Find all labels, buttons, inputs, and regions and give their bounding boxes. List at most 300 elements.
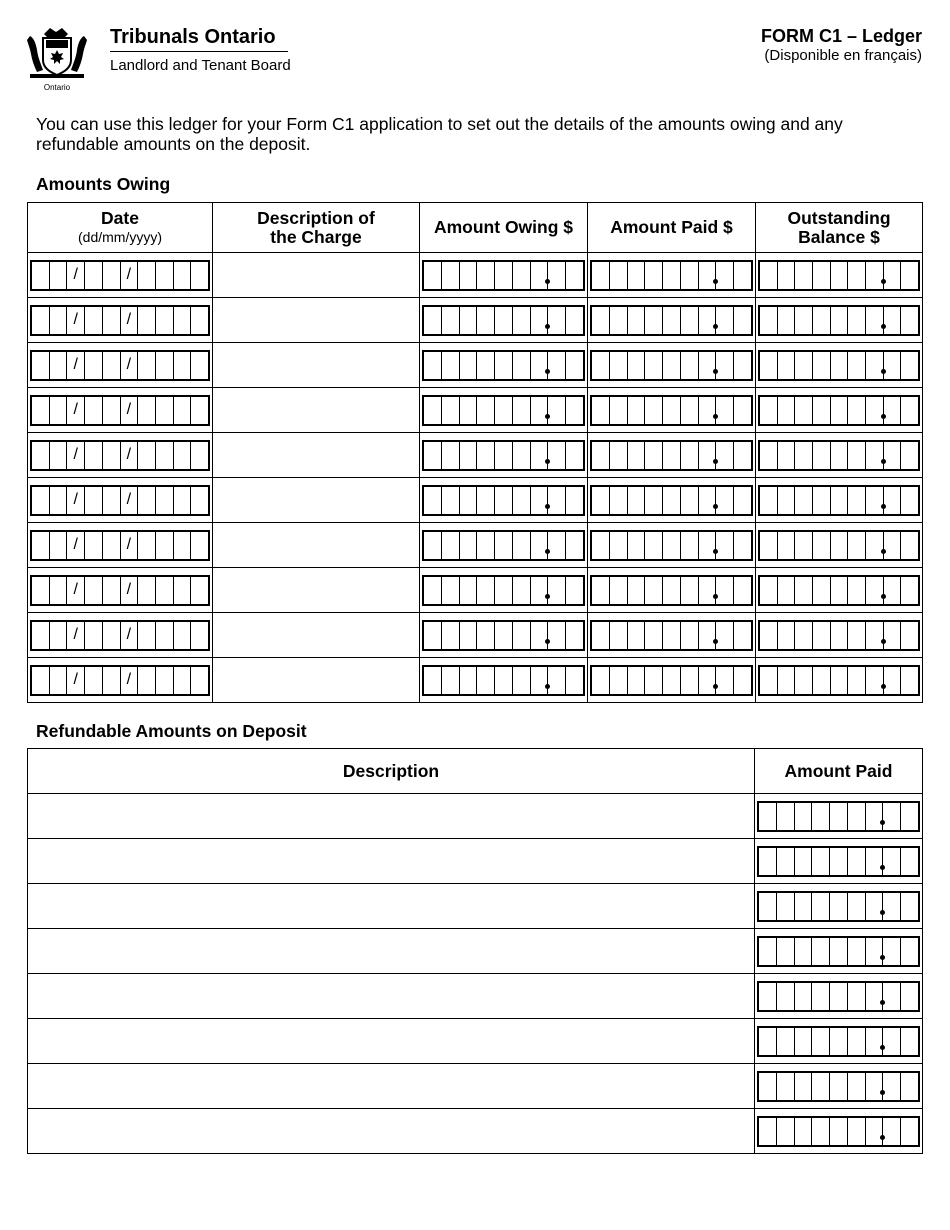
amount-digit-box[interactable] bbox=[865, 938, 883, 965]
deposit-description-cell[interactable] bbox=[28, 794, 755, 839]
amount-digit-box[interactable] bbox=[592, 262, 609, 289]
amount-digit-box[interactable] bbox=[609, 577, 627, 604]
description-cell[interactable] bbox=[213, 343, 420, 388]
amount-digit-box[interactable] bbox=[829, 938, 847, 965]
amount-digit-box[interactable] bbox=[609, 622, 627, 649]
amount-digit-box[interactable] bbox=[441, 667, 459, 694]
amount-digit-box[interactable] bbox=[680, 622, 698, 649]
amount-digit-box[interactable] bbox=[698, 442, 716, 469]
amount-digit-box[interactable] bbox=[627, 397, 645, 424]
amount-digit-box[interactable] bbox=[547, 487, 565, 514]
amount-digit-box[interactable] bbox=[565, 307, 583, 334]
date-digit-box[interactable] bbox=[84, 442, 102, 469]
amount-digit-box[interactable] bbox=[812, 487, 830, 514]
deposit-amount-input[interactable] bbox=[757, 1026, 920, 1057]
date-digit-box[interactable] bbox=[49, 397, 67, 424]
date-digit-box[interactable] bbox=[102, 442, 120, 469]
amount-digit-box[interactable] bbox=[715, 667, 733, 694]
amount-digit-box[interactable] bbox=[494, 352, 512, 379]
amount-digit-box[interactable] bbox=[476, 667, 494, 694]
amount-digit-box[interactable] bbox=[900, 1028, 918, 1055]
amount-digit-box[interactable] bbox=[794, 622, 812, 649]
amount-digit-box[interactable] bbox=[811, 1028, 829, 1055]
amount-digit-box[interactable] bbox=[847, 577, 865, 604]
amount-digit-box[interactable] bbox=[715, 532, 733, 559]
amount-digit-box[interactable] bbox=[865, 577, 883, 604]
amount-digit-box[interactable] bbox=[883, 442, 901, 469]
amount-digit-box[interactable] bbox=[776, 1073, 794, 1100]
amount-digit-box[interactable] bbox=[777, 622, 795, 649]
amount-digit-box[interactable] bbox=[847, 442, 865, 469]
amount-digit-box[interactable] bbox=[592, 487, 609, 514]
amount-digit-box[interactable] bbox=[812, 307, 830, 334]
amount-digit-box[interactable] bbox=[883, 307, 901, 334]
outstanding-balance-input[interactable] bbox=[758, 305, 920, 336]
date-digit-box[interactable] bbox=[49, 487, 67, 514]
amount-digit-box[interactable] bbox=[865, 803, 883, 830]
amount-digit-box[interactable] bbox=[830, 352, 848, 379]
amount-digit-box[interactable] bbox=[794, 938, 812, 965]
amount-digit-box[interactable] bbox=[829, 1118, 847, 1145]
amount-digit-box[interactable] bbox=[847, 848, 865, 875]
amount-digit-box[interactable] bbox=[847, 1118, 865, 1145]
amount-digit-box[interactable] bbox=[847, 352, 865, 379]
amount-digit-box[interactable] bbox=[812, 577, 830, 604]
amount-digit-box[interactable] bbox=[662, 307, 680, 334]
amount-digit-box[interactable] bbox=[759, 848, 776, 875]
amount-digit-box[interactable] bbox=[547, 262, 565, 289]
date-digit-box[interactable] bbox=[173, 262, 191, 289]
amount-digit-box[interactable] bbox=[565, 622, 583, 649]
amount-digit-box[interactable] bbox=[609, 262, 627, 289]
date-digit-box[interactable] bbox=[137, 667, 155, 694]
amount-digit-box[interactable] bbox=[865, 262, 883, 289]
amount-digit-box[interactable] bbox=[459, 352, 477, 379]
amount-digit-box[interactable] bbox=[829, 893, 847, 920]
date-digit-box[interactable] bbox=[49, 442, 67, 469]
amount-digit-box[interactable] bbox=[512, 532, 530, 559]
amount-digit-box[interactable] bbox=[512, 622, 530, 649]
amount-digit-box[interactable] bbox=[847, 262, 865, 289]
amount-digit-box[interactable] bbox=[565, 262, 583, 289]
amount-digit-box[interactable] bbox=[680, 307, 698, 334]
outstanding-balance-input[interactable] bbox=[758, 440, 920, 471]
outstanding-balance-input[interactable] bbox=[758, 350, 920, 381]
date-digit-box[interactable] bbox=[102, 622, 120, 649]
deposit-description-cell[interactable] bbox=[28, 929, 755, 974]
amount-digit-box[interactable] bbox=[847, 803, 865, 830]
date-digit-box[interactable] bbox=[32, 667, 49, 694]
amount-digit-box[interactable] bbox=[441, 487, 459, 514]
date-digit-box[interactable] bbox=[155, 532, 173, 559]
amount-digit-box[interactable] bbox=[609, 532, 627, 559]
amount-digit-box[interactable] bbox=[759, 938, 776, 965]
amount-digit-box[interactable] bbox=[644, 442, 662, 469]
amount-digit-box[interactable] bbox=[794, 667, 812, 694]
amount-digit-box[interactable] bbox=[777, 667, 795, 694]
amount-digit-box[interactable] bbox=[847, 667, 865, 694]
date-input[interactable] bbox=[30, 485, 210, 516]
description-cell[interactable] bbox=[213, 253, 420, 298]
amount-digit-box[interactable] bbox=[680, 442, 698, 469]
amount-digit-box[interactable] bbox=[830, 397, 848, 424]
amount-digit-box[interactable] bbox=[811, 893, 829, 920]
amount-digit-box[interactable] bbox=[794, 262, 812, 289]
amount-digit-box[interactable] bbox=[759, 1118, 776, 1145]
amount-digit-box[interactable] bbox=[760, 667, 777, 694]
date-digit-box[interactable] bbox=[190, 487, 208, 514]
deposit-amount-input[interactable] bbox=[757, 1116, 920, 1147]
date-input[interactable] bbox=[30, 395, 210, 426]
amount-digit-box[interactable] bbox=[512, 667, 530, 694]
amount-digit-box[interactable] bbox=[530, 487, 548, 514]
amount-digit-box[interactable] bbox=[547, 442, 565, 469]
amount-digit-box[interactable] bbox=[830, 667, 848, 694]
amount-digit-box[interactable] bbox=[494, 307, 512, 334]
amount-digit-box[interactable] bbox=[865, 983, 883, 1010]
date-digit-box[interactable] bbox=[84, 487, 102, 514]
date-digit-box[interactable] bbox=[32, 352, 49, 379]
amount-paid-input[interactable] bbox=[590, 665, 753, 696]
amount-digit-box[interactable] bbox=[441, 532, 459, 559]
amount-digit-box[interactable] bbox=[830, 442, 848, 469]
amount-digit-box[interactable] bbox=[865, 622, 883, 649]
amount-digit-box[interactable] bbox=[883, 352, 901, 379]
amount-digit-box[interactable] bbox=[476, 622, 494, 649]
amount-digit-box[interactable] bbox=[530, 262, 548, 289]
amount-digit-box[interactable] bbox=[680, 667, 698, 694]
amount-digit-box[interactable] bbox=[459, 487, 477, 514]
date-digit-box[interactable] bbox=[49, 532, 67, 559]
amount-digit-box[interactable] bbox=[883, 532, 901, 559]
amount-digit-box[interactable] bbox=[476, 262, 494, 289]
amount-digit-box[interactable] bbox=[424, 487, 441, 514]
amount-digit-box[interactable] bbox=[794, 983, 812, 1010]
amount-digit-box[interactable] bbox=[680, 262, 698, 289]
date-digit-box[interactable] bbox=[49, 622, 67, 649]
amount-digit-box[interactable] bbox=[777, 442, 795, 469]
amount-digit-box[interactable] bbox=[627, 307, 645, 334]
amount-owing-input[interactable] bbox=[422, 665, 585, 696]
date-input[interactable] bbox=[30, 305, 210, 336]
amount-owing-input[interactable] bbox=[422, 485, 585, 516]
amount-digit-box[interactable] bbox=[424, 442, 441, 469]
date-digit-box[interactable] bbox=[190, 577, 208, 604]
deposit-amount-input[interactable] bbox=[757, 981, 920, 1012]
amount-digit-box[interactable] bbox=[812, 622, 830, 649]
amount-digit-box[interactable] bbox=[900, 803, 918, 830]
amount-digit-box[interactable] bbox=[776, 983, 794, 1010]
amount-digit-box[interactable] bbox=[592, 577, 609, 604]
amount-digit-box[interactable] bbox=[512, 442, 530, 469]
date-digit-box[interactable] bbox=[173, 397, 191, 424]
amount-paid-input[interactable] bbox=[590, 350, 753, 381]
date-digit-box[interactable] bbox=[32, 397, 49, 424]
amount-digit-box[interactable] bbox=[459, 262, 477, 289]
amount-digit-box[interactable] bbox=[882, 803, 900, 830]
amount-digit-box[interactable] bbox=[494, 532, 512, 559]
deposit-amount-input[interactable] bbox=[757, 891, 920, 922]
amount-digit-box[interactable] bbox=[715, 487, 733, 514]
amount-digit-box[interactable] bbox=[811, 848, 829, 875]
date-digit-box[interactable] bbox=[137, 397, 155, 424]
amount-digit-box[interactable] bbox=[662, 442, 680, 469]
amount-digit-box[interactable] bbox=[829, 1073, 847, 1100]
description-cell[interactable] bbox=[213, 523, 420, 568]
amount-digit-box[interactable] bbox=[865, 667, 883, 694]
description-cell[interactable] bbox=[213, 568, 420, 613]
amount-digit-box[interactable] bbox=[698, 577, 716, 604]
amount-digit-box[interactable] bbox=[777, 397, 795, 424]
amount-digit-box[interactable] bbox=[777, 532, 795, 559]
amount-digit-box[interactable] bbox=[883, 667, 901, 694]
amount-digit-box[interactable] bbox=[759, 893, 776, 920]
amount-digit-box[interactable] bbox=[812, 352, 830, 379]
date-input[interactable] bbox=[30, 350, 210, 381]
amount-digit-box[interactable] bbox=[847, 983, 865, 1010]
amount-digit-box[interactable] bbox=[883, 397, 901, 424]
deposit-description-cell[interactable] bbox=[28, 839, 755, 884]
amount-digit-box[interactable] bbox=[494, 442, 512, 469]
date-digit-box[interactable] bbox=[155, 397, 173, 424]
amount-digit-box[interactable] bbox=[424, 262, 441, 289]
amount-digit-box[interactable] bbox=[424, 577, 441, 604]
amount-digit-box[interactable] bbox=[794, 893, 812, 920]
amount-digit-box[interactable] bbox=[830, 532, 848, 559]
amount-digit-box[interactable] bbox=[794, 442, 812, 469]
date-digit-box[interactable] bbox=[173, 352, 191, 379]
amount-digit-box[interactable] bbox=[680, 577, 698, 604]
description-cell[interactable] bbox=[213, 478, 420, 523]
amount-digit-box[interactable] bbox=[609, 442, 627, 469]
amount-digit-box[interactable] bbox=[812, 667, 830, 694]
amount-digit-box[interactable] bbox=[715, 352, 733, 379]
amount-digit-box[interactable] bbox=[900, 1118, 918, 1145]
amount-digit-box[interactable] bbox=[847, 1028, 865, 1055]
deposit-amount-input[interactable] bbox=[757, 846, 920, 877]
amount-digit-box[interactable] bbox=[760, 352, 777, 379]
amount-digit-box[interactable] bbox=[794, 803, 812, 830]
amount-digit-box[interactable] bbox=[829, 983, 847, 1010]
amount-digit-box[interactable] bbox=[494, 577, 512, 604]
amount-digit-box[interactable] bbox=[760, 487, 777, 514]
date-digit-box[interactable] bbox=[190, 352, 208, 379]
date-digit-box[interactable] bbox=[155, 442, 173, 469]
amount-digit-box[interactable] bbox=[680, 532, 698, 559]
amount-digit-box[interactable] bbox=[459, 307, 477, 334]
amount-digit-box[interactable] bbox=[900, 893, 918, 920]
amount-paid-input[interactable] bbox=[590, 620, 753, 651]
amount-digit-box[interactable] bbox=[441, 622, 459, 649]
amount-digit-box[interactable] bbox=[811, 1073, 829, 1100]
date-digit-box[interactable] bbox=[84, 397, 102, 424]
amount-digit-box[interactable] bbox=[900, 667, 918, 694]
amount-digit-box[interactable] bbox=[900, 307, 918, 334]
amount-digit-box[interactable] bbox=[715, 262, 733, 289]
amount-digit-box[interactable] bbox=[547, 352, 565, 379]
amount-digit-box[interactable] bbox=[794, 1028, 812, 1055]
amount-digit-box[interactable] bbox=[900, 442, 918, 469]
amount-digit-box[interactable] bbox=[627, 532, 645, 559]
date-digit-box[interactable] bbox=[155, 262, 173, 289]
amount-digit-box[interactable] bbox=[865, 1118, 883, 1145]
amount-digit-box[interactable] bbox=[865, 848, 883, 875]
amount-digit-box[interactable] bbox=[565, 667, 583, 694]
amount-digit-box[interactable] bbox=[760, 307, 777, 334]
amount-digit-box[interactable] bbox=[715, 442, 733, 469]
amount-digit-box[interactable] bbox=[627, 442, 645, 469]
amount-digit-box[interactable] bbox=[812, 442, 830, 469]
amount-digit-box[interactable] bbox=[882, 1118, 900, 1145]
amount-digit-box[interactable] bbox=[900, 577, 918, 604]
amount-digit-box[interactable] bbox=[847, 532, 865, 559]
deposit-amount-input[interactable] bbox=[757, 1071, 920, 1102]
amount-digit-box[interactable] bbox=[794, 1118, 812, 1145]
date-digit-box[interactable] bbox=[102, 667, 120, 694]
amount-digit-box[interactable] bbox=[733, 622, 751, 649]
amount-digit-box[interactable] bbox=[441, 442, 459, 469]
date-digit-box[interactable] bbox=[155, 487, 173, 514]
deposit-description-cell[interactable] bbox=[28, 974, 755, 1019]
deposit-amount-input[interactable] bbox=[757, 801, 920, 832]
amount-digit-box[interactable] bbox=[680, 487, 698, 514]
amount-digit-box[interactable] bbox=[494, 487, 512, 514]
date-digit-box[interactable] bbox=[102, 577, 120, 604]
date-digit-box[interactable] bbox=[32, 487, 49, 514]
date-digit-box[interactable] bbox=[137, 622, 155, 649]
amount-digit-box[interactable] bbox=[760, 262, 777, 289]
amount-digit-box[interactable] bbox=[565, 487, 583, 514]
date-digit-box[interactable] bbox=[137, 307, 155, 334]
amount-digit-box[interactable] bbox=[900, 532, 918, 559]
amount-digit-box[interactable] bbox=[530, 667, 548, 694]
amount-digit-box[interactable] bbox=[794, 307, 812, 334]
amount-digit-box[interactable] bbox=[512, 307, 530, 334]
amount-digit-box[interactable] bbox=[698, 352, 716, 379]
amount-owing-input[interactable] bbox=[422, 575, 585, 606]
description-cell[interactable] bbox=[213, 433, 420, 478]
amount-digit-box[interactable] bbox=[900, 938, 918, 965]
amount-digit-box[interactable] bbox=[847, 487, 865, 514]
date-digit-box[interactable] bbox=[102, 532, 120, 559]
date-input[interactable] bbox=[30, 530, 210, 561]
date-digit-box[interactable] bbox=[190, 262, 208, 289]
amount-digit-box[interactable] bbox=[698, 532, 716, 559]
date-digit-box[interactable] bbox=[173, 622, 191, 649]
amount-digit-box[interactable] bbox=[547, 307, 565, 334]
amount-digit-box[interactable] bbox=[900, 1073, 918, 1100]
amount-digit-box[interactable] bbox=[424, 397, 441, 424]
amount-digit-box[interactable] bbox=[812, 262, 830, 289]
amount-digit-box[interactable] bbox=[847, 938, 865, 965]
date-input[interactable] bbox=[30, 620, 210, 651]
date-digit-box[interactable] bbox=[137, 442, 155, 469]
date-digit-box[interactable] bbox=[137, 577, 155, 604]
amount-digit-box[interactable] bbox=[609, 352, 627, 379]
amount-digit-box[interactable] bbox=[547, 532, 565, 559]
description-cell[interactable] bbox=[213, 658, 420, 703]
outstanding-balance-input[interactable] bbox=[758, 665, 920, 696]
amount-digit-box[interactable] bbox=[733, 442, 751, 469]
amount-digit-box[interactable] bbox=[644, 397, 662, 424]
amount-paid-input[interactable] bbox=[590, 440, 753, 471]
date-digit-box[interactable] bbox=[49, 352, 67, 379]
date-digit-box[interactable] bbox=[102, 307, 120, 334]
amount-digit-box[interactable] bbox=[644, 307, 662, 334]
amount-digit-box[interactable] bbox=[812, 532, 830, 559]
amount-digit-box[interactable] bbox=[830, 307, 848, 334]
date-digit-box[interactable] bbox=[173, 442, 191, 469]
amount-digit-box[interactable] bbox=[811, 983, 829, 1010]
amount-digit-box[interactable] bbox=[829, 848, 847, 875]
amount-digit-box[interactable] bbox=[441, 352, 459, 379]
description-cell[interactable] bbox=[213, 298, 420, 343]
amount-owing-input[interactable] bbox=[422, 440, 585, 471]
amount-digit-box[interactable] bbox=[698, 667, 716, 694]
date-input[interactable] bbox=[30, 440, 210, 471]
date-digit-box[interactable] bbox=[173, 487, 191, 514]
amount-digit-box[interactable] bbox=[441, 262, 459, 289]
deposit-description-cell[interactable] bbox=[28, 1019, 755, 1064]
date-digit-box[interactable] bbox=[155, 352, 173, 379]
amount-digit-box[interactable] bbox=[424, 667, 441, 694]
amount-digit-box[interactable] bbox=[512, 352, 530, 379]
amount-digit-box[interactable] bbox=[865, 397, 883, 424]
date-digit-box[interactable] bbox=[32, 532, 49, 559]
amount-digit-box[interactable] bbox=[733, 307, 751, 334]
amount-digit-box[interactable] bbox=[530, 577, 548, 604]
amount-digit-box[interactable] bbox=[776, 803, 794, 830]
outstanding-balance-input[interactable] bbox=[758, 395, 920, 426]
amount-digit-box[interactable] bbox=[609, 667, 627, 694]
amount-digit-box[interactable] bbox=[459, 442, 477, 469]
date-digit-box[interactable] bbox=[137, 352, 155, 379]
amount-digit-box[interactable] bbox=[847, 1073, 865, 1100]
amount-digit-box[interactable] bbox=[759, 1073, 776, 1100]
amount-digit-box[interactable] bbox=[698, 307, 716, 334]
date-digit-box[interactable] bbox=[32, 262, 49, 289]
amount-digit-box[interactable] bbox=[760, 532, 777, 559]
date-digit-box[interactable] bbox=[190, 622, 208, 649]
amount-digit-box[interactable] bbox=[592, 442, 609, 469]
amount-digit-box[interactable] bbox=[883, 487, 901, 514]
amount-digit-box[interactable] bbox=[662, 577, 680, 604]
amount-digit-box[interactable] bbox=[512, 577, 530, 604]
amount-digit-box[interactable] bbox=[627, 622, 645, 649]
amount-digit-box[interactable] bbox=[565, 532, 583, 559]
date-digit-box[interactable] bbox=[49, 667, 67, 694]
amount-digit-box[interactable] bbox=[812, 397, 830, 424]
date-digit-box[interactable] bbox=[102, 352, 120, 379]
amount-digit-box[interactable] bbox=[476, 397, 494, 424]
description-cell[interactable] bbox=[213, 613, 420, 658]
amount-digit-box[interactable] bbox=[459, 667, 477, 694]
amount-digit-box[interactable] bbox=[776, 893, 794, 920]
amount-digit-box[interactable] bbox=[627, 262, 645, 289]
amount-digit-box[interactable] bbox=[644, 352, 662, 379]
amount-digit-box[interactable] bbox=[847, 307, 865, 334]
amount-digit-box[interactable] bbox=[865, 352, 883, 379]
amount-digit-box[interactable] bbox=[698, 622, 716, 649]
amount-digit-box[interactable] bbox=[830, 577, 848, 604]
date-digit-box[interactable] bbox=[155, 577, 173, 604]
date-digit-box[interactable] bbox=[84, 307, 102, 334]
amount-digit-box[interactable] bbox=[530, 352, 548, 379]
amount-digit-box[interactable] bbox=[900, 262, 918, 289]
amount-digit-box[interactable] bbox=[883, 577, 901, 604]
amount-digit-box[interactable] bbox=[512, 397, 530, 424]
date-digit-box[interactable] bbox=[102, 262, 120, 289]
